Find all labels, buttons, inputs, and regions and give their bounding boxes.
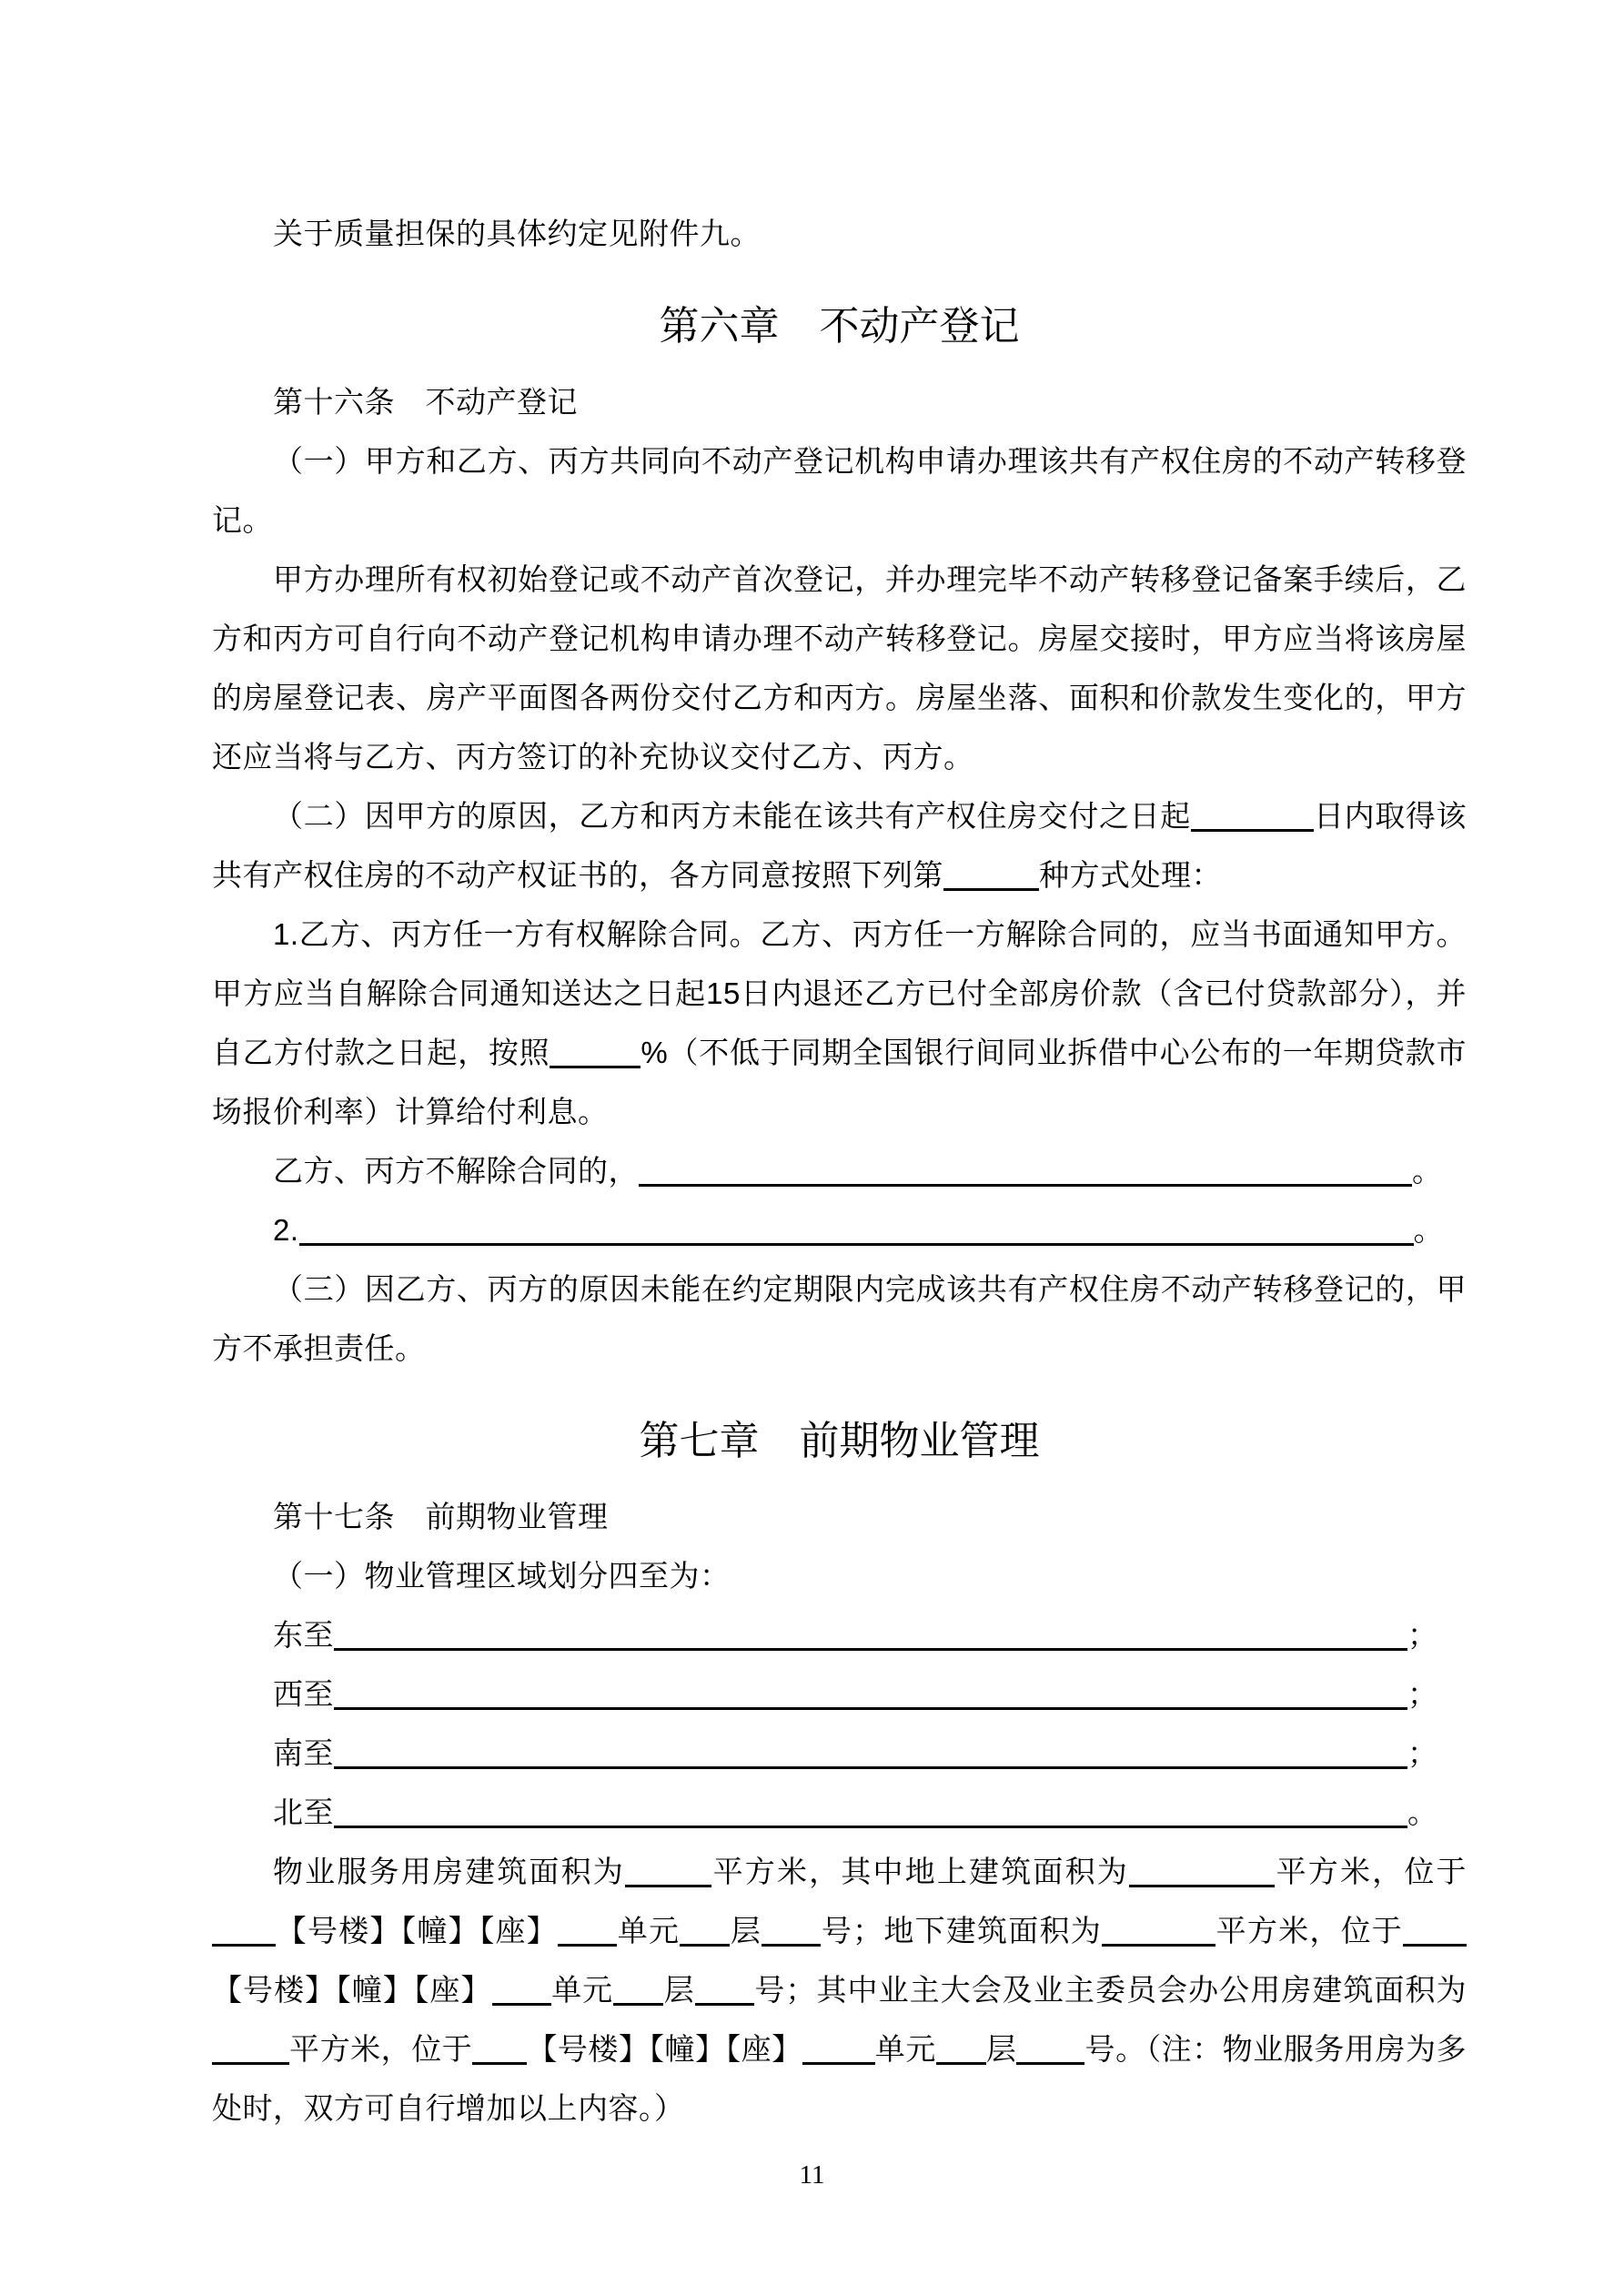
text-run: 北至 bbox=[273, 1795, 334, 1829]
para-16-option-2 bbox=[212, 1200, 1467, 1259]
text-run: 。 bbox=[1412, 1154, 1443, 1188]
text-run: 【号楼】【幢】【座】 bbox=[527, 2032, 802, 2066]
text-run: 2. bbox=[273, 1213, 299, 1247]
text-run: 乙方、丙方不解除合同的， bbox=[273, 1154, 639, 1188]
text-run: （一）物业管理区域划分四至为： bbox=[273, 1559, 731, 1593]
text-run: 1.乙方、丙方任一方有权解除合同。乙方、丙方任一方解除合同的，应当书面通知甲方。甲方应当自解除合同通知送达之日起15日内退还乙方已付全部房价款（含已付贷款部分），并自乙方付款之日起，按照 bbox=[212, 917, 1467, 1069]
blank-field bbox=[802, 2058, 875, 2065]
blank-field bbox=[558, 1940, 617, 1947]
para-16-item-3 bbox=[212, 1259, 1467, 1378]
blank-field bbox=[1102, 1940, 1215, 1947]
chapter-7-heading bbox=[212, 1405, 1467, 1478]
text-run: 【号楼】【幢】【座】 bbox=[212, 1973, 492, 2007]
text-run: 第十七条 前期物业管理 bbox=[273, 1500, 609, 1533]
text-run: 层 bbox=[985, 2032, 1017, 2066]
para-boundary-south bbox=[212, 1724, 1467, 1783]
para-16-item-2 bbox=[212, 786, 1467, 905]
text-run: 关于质量担保的具体约定见附件九。 bbox=[273, 217, 761, 250]
para-quality-warranty bbox=[212, 204, 1467, 263]
text-run: 平方米，其中地上建筑面积为 bbox=[711, 1855, 1129, 1888]
text-run: 号；其中业主大会及业主委员会办公用房建筑面积为 bbox=[753, 1973, 1468, 2007]
blank-field bbox=[680, 1940, 730, 1947]
text-run: 。 bbox=[1413, 1213, 1445, 1247]
blank-field bbox=[1016, 2058, 1084, 2065]
blank-field bbox=[1403, 1940, 1467, 1947]
blank-field bbox=[334, 1822, 1407, 1828]
blank-field bbox=[212, 1940, 276, 1947]
text-run: 第六章 不动产登记 bbox=[659, 304, 1020, 349]
blank-field bbox=[639, 1180, 1412, 1187]
blank-field bbox=[613, 1999, 663, 2006]
text-run: ； bbox=[1407, 1677, 1438, 1711]
para-16-option-1 bbox=[212, 905, 1467, 1141]
para-property-service-area bbox=[212, 1842, 1467, 2138]
text-run: ； bbox=[1407, 1618, 1438, 1652]
blank-field bbox=[625, 1881, 711, 1887]
para-boundary-west bbox=[212, 1664, 1467, 1724]
text-run: 平方米，位于 bbox=[1274, 1855, 1468, 1888]
text-run: %（不低于同期全国银行间同业拆借中心公布的一年期贷款市场报价利率）计算给付利息。 bbox=[212, 1036, 1468, 1128]
text-run: 层 bbox=[730, 1914, 762, 1947]
blank-field bbox=[334, 1644, 1407, 1651]
text-run: 单元 bbox=[550, 1973, 614, 2007]
text-run: （三）因乙方、丙方的原因未能在约定期限内完成该共有产权住房不动产转移登记的，甲方不承担责任。 bbox=[212, 1272, 1467, 1365]
para-16-no-rescind bbox=[212, 1141, 1467, 1200]
blank-field bbox=[299, 1239, 1414, 1246]
text-run: 平方米，位于 bbox=[289, 2032, 473, 2066]
para-boundary-east bbox=[212, 1605, 1467, 1664]
para-16-registration-procedure bbox=[212, 550, 1467, 786]
text-run: 单元 bbox=[617, 1914, 681, 1947]
text-run: 第七章 前期物业管理 bbox=[639, 1419, 1040, 1463]
blank-field bbox=[212, 2058, 289, 2065]
text-run: 号。（注：物业服务用房为多处时，双方可自行增加以上内容。） bbox=[212, 2032, 1468, 2125]
blank-field bbox=[334, 1704, 1407, 1710]
blank-field bbox=[1129, 1881, 1275, 1887]
text-run: 日内取得该共有产权住房的不动产权证书的，各方同意按照下列第 bbox=[212, 799, 1468, 892]
page-number: 11 bbox=[799, 2160, 825, 2190]
para-17-item-1 bbox=[212, 1546, 1467, 1605]
para-boundary-north bbox=[212, 1783, 1467, 1842]
blank-field bbox=[943, 885, 1039, 891]
text-run: 平方米，位于 bbox=[1215, 1914, 1404, 1947]
article-16-title bbox=[212, 372, 1467, 431]
text-run: 单元 bbox=[874, 2032, 936, 2066]
blank-field bbox=[1191, 825, 1314, 832]
article-17-title bbox=[212, 1487, 1467, 1546]
text-run: 第十六条 不动产登记 bbox=[273, 385, 578, 419]
text-run: 南至 bbox=[273, 1736, 334, 1770]
text-run: 甲方办理所有权初始登记或不动产首次登记，并办理完毕不动产转移登记备案手续后，乙方和丙方可自行向不动产登记机构申请办理不动产转移登记。房屋交接时，甲方应当将该房屋的房屋登记表、房产平面图各两份交付乙方和丙方。房屋坐落、面积和价款发生变化的，甲方还应当将与乙方、丙方签订的补充协议交付乙方、丙方。 bbox=[212, 562, 1467, 774]
text-run: （一）甲方和乙方、丙方共同向不动产登记机构申请办理该共有产权住房的不动产转移登记。 bbox=[212, 444, 1467, 537]
blank-field bbox=[695, 1999, 754, 2006]
blank-field bbox=[334, 1763, 1407, 1769]
text-run: ； bbox=[1407, 1736, 1438, 1770]
text-run: （二）因甲方的原因，乙方和丙方未能在该共有产权住房交付之日起 bbox=[273, 799, 1191, 833]
blank-field bbox=[492, 1999, 551, 2006]
document-content bbox=[212, 204, 1467, 2138]
chapter-6-heading bbox=[212, 290, 1467, 363]
text-run: 号；地下建筑面积为 bbox=[821, 1914, 1102, 1947]
blank-field bbox=[472, 2058, 527, 2065]
blank-field bbox=[762, 1940, 821, 1947]
blank-field bbox=[550, 1062, 641, 1068]
para-16-item-1 bbox=[212, 431, 1467, 550]
text-run: 种方式处理： bbox=[1039, 858, 1222, 892]
text-run: 【号楼】【幢】【座】 bbox=[276, 1914, 558, 1947]
text-run: 物业服务用房建筑面积为 bbox=[273, 1855, 625, 1888]
text-run: 东至 bbox=[273, 1618, 334, 1652]
text-run: 层 bbox=[663, 1973, 695, 2007]
blank-field bbox=[936, 2058, 986, 2065]
text-run: 西至 bbox=[273, 1677, 334, 1711]
text-run: 。 bbox=[1407, 1795, 1438, 1829]
